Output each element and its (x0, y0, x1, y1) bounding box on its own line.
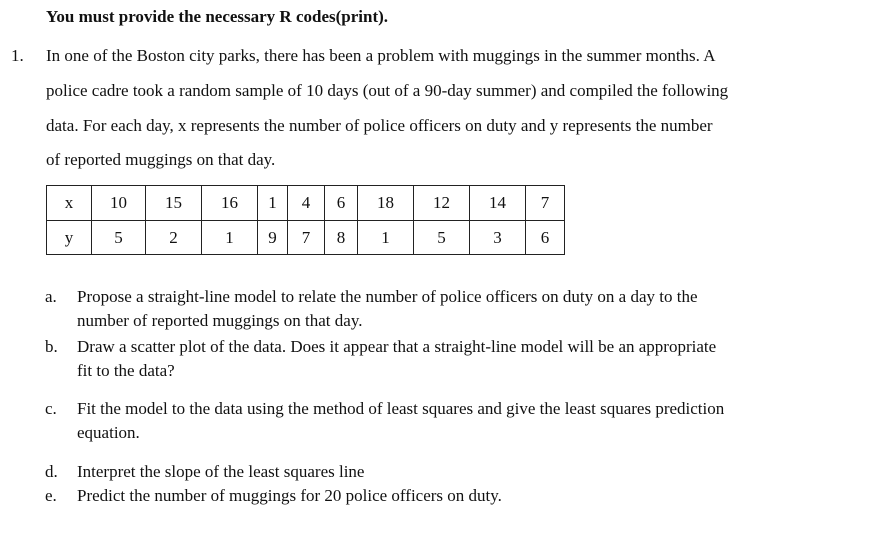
part-a-line-1: Propose a straight-line model to relate the number of police officers on duty on a day to the (77, 287, 698, 306)
part-d-line-1: Interpret the slope of the least squares line (77, 462, 365, 481)
question-line-1: In one of the Boston city parks, there has been a problem with muggings in the summer months. A (46, 46, 716, 65)
x-value-cell: 12 (414, 186, 470, 221)
part-b-line-2: fit to the data? (77, 361, 175, 380)
y-value-cell: 2 (146, 221, 202, 255)
part-b-label: b. (45, 337, 58, 356)
part-c-line-1: Fit the model to the data using the method of least squares and give the least squares prediction (77, 399, 725, 418)
question-number: 1. (11, 46, 24, 65)
assignment-heading: You must provide the necessary R codes(print). (46, 7, 389, 26)
part-e-label: e. (45, 486, 57, 505)
x-value-cell: 10 (92, 186, 146, 221)
x-value-cell: 7 (526, 186, 565, 221)
x-row (47, 186, 565, 221)
y-value-cell: 5 (414, 221, 470, 255)
x-value-cell: 4 (288, 186, 325, 221)
part-a-label: a. (45, 287, 57, 306)
x-value-cell: 1 (258, 186, 288, 221)
question-line-3: data. For each day, x represents the number of police officers on duty and y represents the number (46, 116, 713, 135)
y-value-cell: 7 (288, 221, 325, 255)
y-row (47, 221, 565, 255)
x-value-cell: 18 (358, 186, 414, 221)
x-value-cell: 14 (470, 186, 526, 221)
part-b-line-1: Draw a scatter plot of the data. Does it appear that a straight-line model will be an appropriate (77, 337, 717, 356)
x-value-cell: 6 (325, 186, 358, 221)
part-a-line-2: number of reported muggings on that day. (77, 311, 363, 330)
y-value-cell: 1 (202, 221, 258, 255)
y-value-cell: 8 (325, 221, 358, 255)
x-label-cell: x (47, 186, 92, 221)
part-c-line-2: equation. (77, 423, 140, 442)
data-table (46, 185, 565, 255)
y-value-cell: 9 (258, 221, 288, 255)
y-value-cell: 6 (526, 221, 565, 255)
part-e-line-1: Predict the number of muggings for 20 police officers on duty. (77, 486, 502, 505)
y-label-cell: y (47, 221, 92, 255)
y-value-cell: 1 (358, 221, 414, 255)
part-d-label: d. (45, 462, 58, 481)
x-value-cell: 15 (146, 186, 202, 221)
y-value-cell: 3 (470, 221, 526, 255)
x-value-cell: 16 (202, 186, 258, 221)
part-c-label: c. (45, 399, 57, 418)
question-line-4: of reported muggings on that day. (46, 150, 276, 169)
question-line-2: police cadre took a random sample of 10 days (out of a 90-day summer) and compiled the following (46, 81, 729, 100)
y-value-cell: 5 (92, 221, 146, 255)
